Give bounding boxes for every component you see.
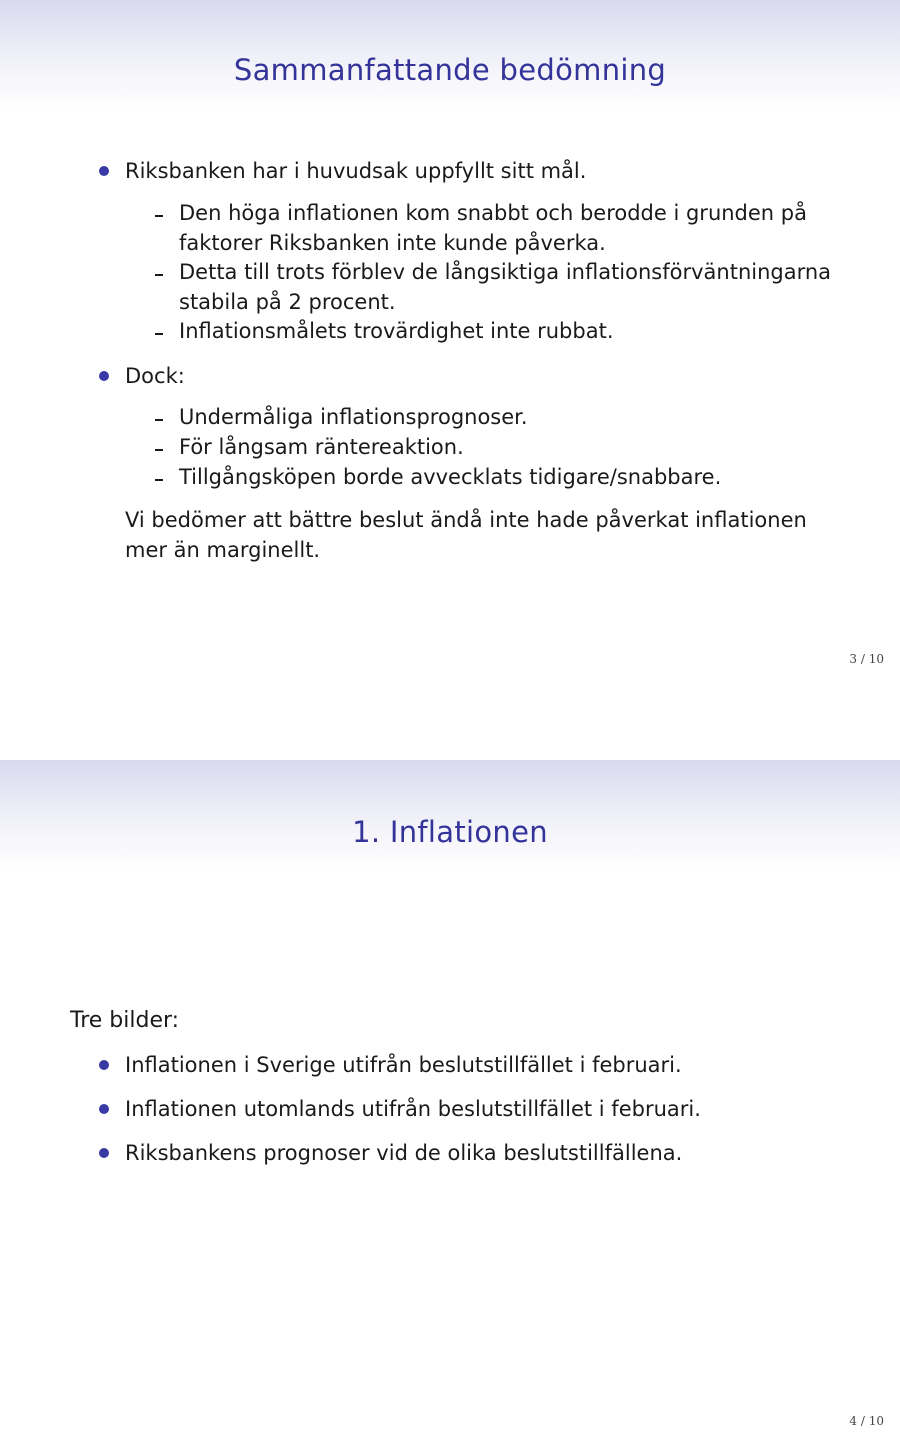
sub-bullet-text: faktorer Riksbanken inte kunde påverka. <box>179 231 606 255</box>
bullet-text: Riksbanken har i huvudsak uppfyllt sitt mål. <box>125 159 587 183</box>
dash-icon <box>155 333 163 335</box>
bullet-icon <box>99 1148 109 1158</box>
sub-bullet-text: Tillgångsköpen borde avvecklats tidigare/snabbare. <box>179 465 722 489</box>
dash-icon <box>155 479 163 481</box>
sub-bullet-text: Detta till trots förblev de långsiktiga inflationsförväntningarna <box>179 260 832 284</box>
dash-icon <box>155 449 163 451</box>
sub-bullet-text: Undermåliga inflationsprognoser. <box>179 405 528 429</box>
intro-text: Tre bilder: <box>70 1008 180 1033</box>
slide-4 <box>0 760 900 1436</box>
bullet-icon <box>99 166 109 176</box>
dash-icon <box>155 215 163 217</box>
bullet-icon <box>99 1104 109 1114</box>
bullet-text: Inflationen utomlands utifrån beslutstillfället i februari. <box>125 1097 701 1121</box>
sub-bullet-text: För långsam räntereaktion. <box>179 435 464 459</box>
slide-title: Sammanfattande bedömning <box>233 53 667 87</box>
bullet-text: Riksbankens prognoser vid de olika beslutstillfällena. <box>125 1141 683 1165</box>
bullet-text: Inflationen i Sverige utifrån beslutstillfället i februari. <box>125 1053 682 1077</box>
dash-icon <box>155 274 163 276</box>
bullet-icon <box>99 371 109 381</box>
slide-title: 1. Inflationen <box>352 815 548 849</box>
page-number: 3 / 10 <box>849 652 884 666</box>
sub-bullet-text: Inflationsmålets trovärdighet inte rubbat. <box>179 319 614 343</box>
bullet-text: Dock: <box>125 364 185 388</box>
conclusion-text: Vi bedömer att bättre beslut ändå inte hade påverkat inflationen <box>125 508 807 532</box>
conclusion-text: mer än marginellt. <box>125 538 321 562</box>
sub-bullet-text: stabila på 2 procent. <box>179 290 396 314</box>
slide-3 <box>0 0 900 700</box>
page-number: 4 / 10 <box>849 1414 884 1428</box>
bullet-icon <box>99 1060 109 1070</box>
dash-icon <box>155 419 163 421</box>
sub-bullet-text: Den höga inflationen kom snabbt och berodde i grunden på <box>179 201 807 225</box>
